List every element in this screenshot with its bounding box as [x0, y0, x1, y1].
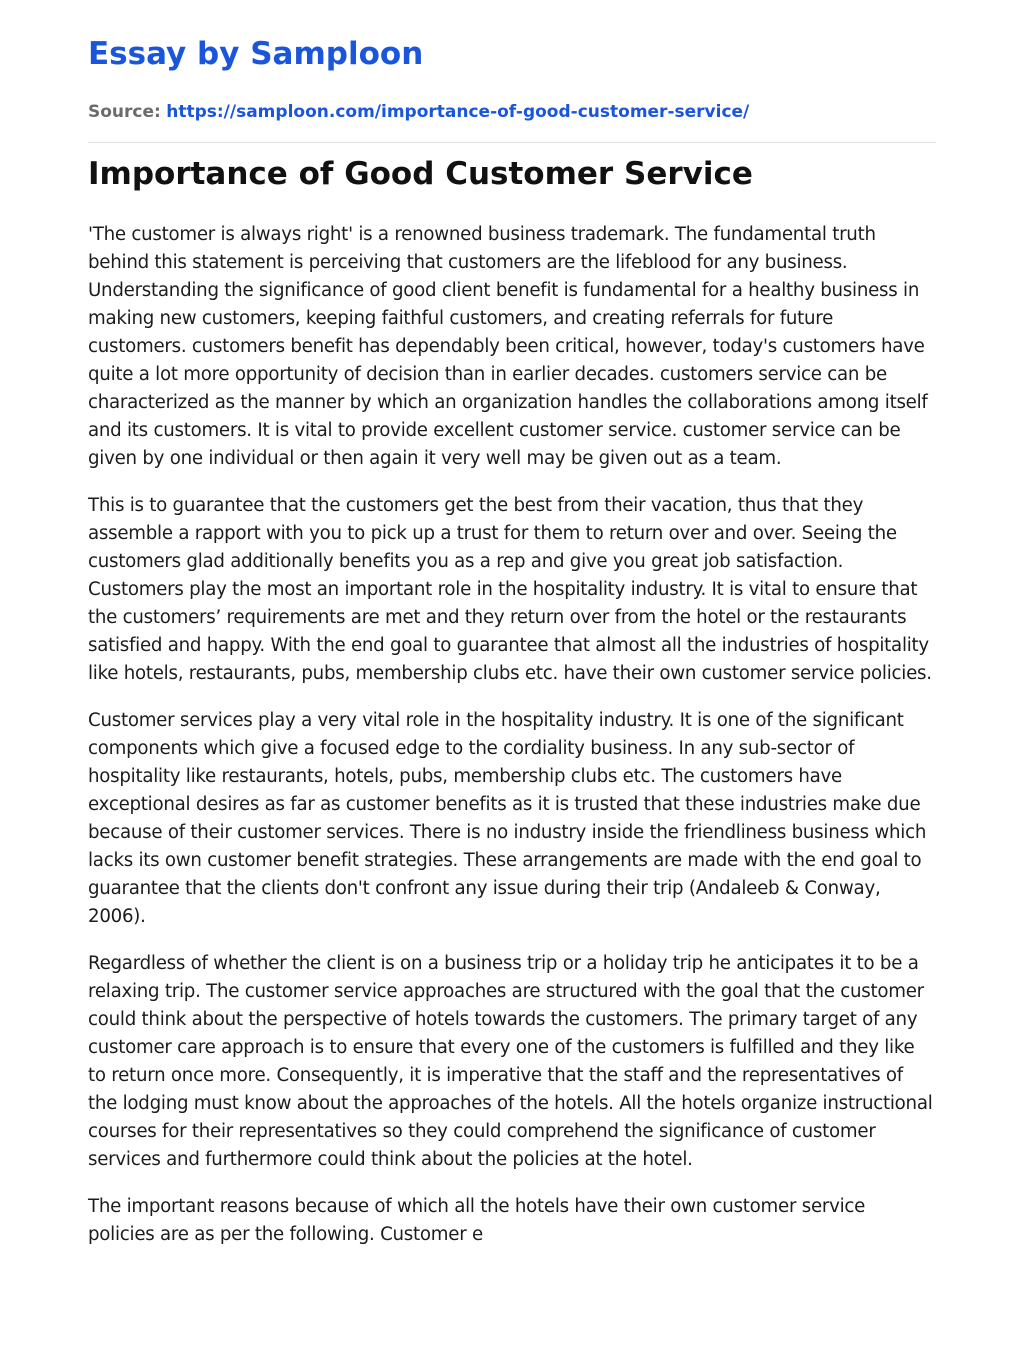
source-line [88, 102, 749, 122]
header-divider [88, 142, 936, 143]
source-link[interactable]: https://samploon.com/importance-of-good-customer-service/ [166, 102, 750, 122]
paragraph: Regardless of whether the client is on a business trip or a holiday trip he anticipates it to be a relaxing trip. The customer service approaches are structured with the goal that the customer could think about the perspective of hotels towards the customers. The primary target of any customer care approach is to ensure that every one of the customers is fulfilled and they like to return once more. Consequently, it is imperative that the staff and the representatives of the lodging must know about the approaches of the hotels. All the hotels organize instructional courses for their representatives so they could comprehend the significance of customer services and furthermore could think about the policies at the hotel. [88, 953, 933, 1170]
paragraph: This is to guarantee that the customers get the best from their vacation, thus that they assemble a rapport with you to pick up a trust for them to return over and over. Seeing the customers glad additionally benefits you as a rep and give you great job satisfaction. Customers play the most an important role in the hospitality industry. It is vital to ensure that the customers’ requirements are met and they return over from the hotel or the restaurants satisfied and happy. With the end goal to guarantee that almost all the industries of hospitality like hotels, restaurants, pubs, membership clubs etc. have their own customer service policies. [88, 495, 932, 684]
source-label: Source: [88, 102, 161, 122]
paragraph: The important reasons because of which all the hotels have their own customer service policies are as per the following. Customer e [88, 1196, 866, 1245]
paragraph: Customer services play a very vital role in the hospitality industry. It is one of the significant components which give a focused edge to the cordiality business. In any sub-sector of hospitality like restaurants, hotels, pubs, membership clubs etc. The customers have exceptional desires as far as customer benefits as it is trusted that these industries make due because of their customer services. There is no industry inside the friendliness business which lacks its own customer benefit strategies. These arrangements are made with the end goal to guarantee that the clients don't confront any issue during their trip (Andaleeb & Conway, 2006). [88, 710, 927, 927]
paragraph: 'The customer is always right' is a renowned business trademark. The fundamental truth behind this statement is perceiving that customers are the lifeblood for any business. Understanding the significance of good client benefit is fundamental for a healthy business in making new customers, keeping faithful customers, and creating referrals for future customers. customers benefit has dependably been critical, however, today's customers have quite a lot more opportunity of decision than in earlier decades. customers service can be characterized as the manner by which an organization handles the collaborations among itself and its customers. It is vital to provide excellent customer service. customer service can be given by one individual or then again it very well may be given out as a team. [88, 224, 928, 469]
article-title: Importance of Good Customer Service [88, 156, 753, 192]
site-brand[interactable]: Essay by Samploon [88, 36, 424, 72]
article-body [88, 221, 936, 1268]
